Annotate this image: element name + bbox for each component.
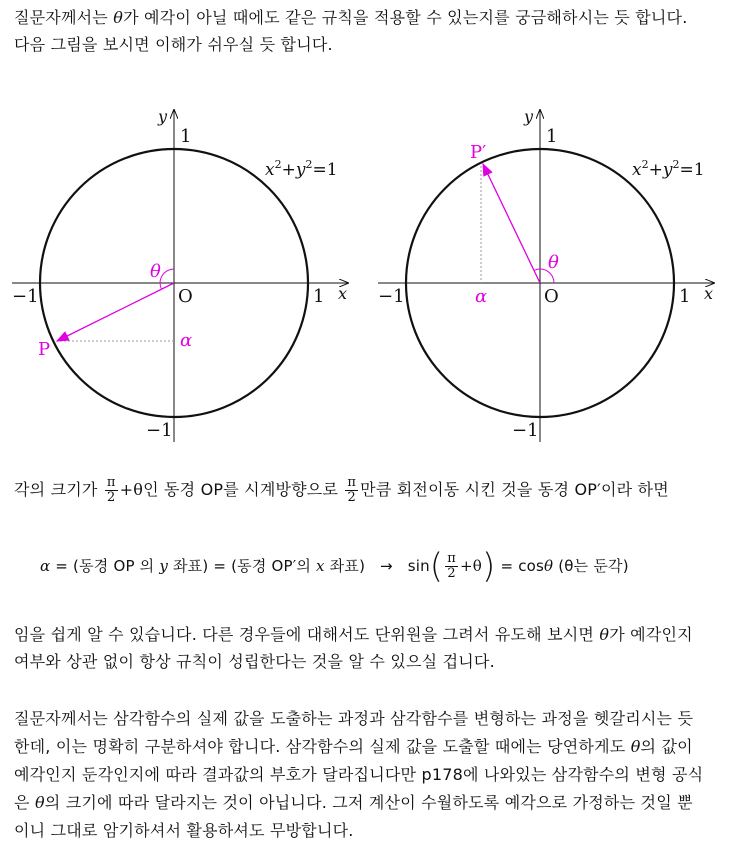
para2-line-1: 임을 쉽게 알 수 있습니다. 다른 경우들에 대해서도 단위원을 그려서 유도해 보시면 θ가 예각인지 — [14, 625, 693, 644]
paragraph-3 — [14, 705, 736, 845]
right-point-label: P′ — [470, 142, 487, 163]
paragraph-2 — [14, 621, 736, 675]
left-x-label: x — [338, 284, 348, 303]
para3-line-1: 질문자께서는 삼각함수의 실제 값을 도출하는 과정과 삼각함수를 변형하는 과정을 헷갈리시는 듯 — [14, 709, 694, 728]
left-right-label: 1 — [313, 286, 325, 307]
para3-line-4: 은 θ의 크기에 따라 달라지는 것이 아닙니다. 그저 계산이 수월하도록 예각으로 가정하는 것일 뿐 — [14, 793, 693, 812]
right-y-label: y — [524, 107, 534, 126]
right-theta-label: θ — [548, 252, 559, 273]
left-op-vector — [57, 283, 174, 341]
left-left-label: −1 — [12, 286, 39, 307]
right-op-prime-vector — [483, 164, 540, 283]
para3-line-5: 이니 그대로 암기하셔서 활용하셔도 무방합니다. — [14, 821, 354, 840]
right-right-label: 1 — [679, 286, 691, 307]
left-bottom-label: −1 — [146, 420, 173, 441]
formula-fraction: $\frac{\pi}{2}$ — [447, 551, 457, 581]
right-equation: $x^2+y^2=1$ — [632, 158, 705, 180]
angle-sentence: 각의 크기가 $\frac{\pi}{2}$ +θ인 동경 OP를 시계방향으로 $\frac{\pi}{2}$ 만큼 회전이동 시킨 것을 동경 OP′이라 하면 — [14, 475, 669, 505]
para3-line-3: 예각인지 둔각인지에 따라 결과값의 부호가 달라집니다만 p178에 나와있는 삼각함수의 변형 공식 — [14, 765, 704, 784]
right-top-label: 1 — [546, 126, 558, 147]
left-alpha-label: α — [180, 330, 193, 351]
intro-paragraph — [14, 4, 736, 58]
right-unit-circle-figure — [378, 107, 714, 442]
pi-over-2-fraction-2: $\frac{\pi}{2}$ — [347, 475, 357, 505]
intro-line-2: 다음 그림을 보시면 이해가 쉬우실 듯 합니다. — [14, 35, 333, 54]
right-alpha-label: α — [475, 286, 488, 307]
left-theta-label: θ — [150, 261, 161, 282]
para3-line-2: 한데, 이는 명확히 구분하셔야 합니다. 삼각함수의 실제 값을 도출할 때에는 당연하게도 θ의 값이 — [14, 737, 693, 756]
right-x-label: x — [704, 284, 714, 303]
right-left-label: −1 — [378, 286, 405, 307]
left-unit-circle-figure — [12, 107, 348, 442]
right-origin-label: O — [544, 286, 559, 307]
right-bottom-label: −1 — [512, 420, 539, 441]
para2-line-2: 여부와 상관 없이 항상 규칙이 성립한다는 것을 알 수 있으실 겁니다. — [14, 652, 495, 671]
left-top-label: 1 — [180, 126, 192, 147]
formula-line: α = (동경 OP 의 y 좌표) = (동경 OP′의 x 좌표) → sin( $\frac{\pi}{2}$ +θ) = cosθ (θ는 둔각) — [40, 546, 629, 587]
intro-line-1: 질문자께서는 θ가 예각이 아닐 때에도 같은 규칙을 적용할 수 있는지를 궁금해하시는 듯 합니다. — [14, 8, 688, 27]
pi-over-2-fraction: $\frac{\pi}{2}$ — [106, 475, 116, 505]
unit-circle-figures — [0, 100, 749, 450]
left-y-label: y — [158, 107, 168, 126]
left-origin-label: O — [178, 286, 193, 307]
left-equation: $x^2+y^2=1$ — [265, 158, 338, 180]
left-point-label: P — [38, 339, 51, 360]
